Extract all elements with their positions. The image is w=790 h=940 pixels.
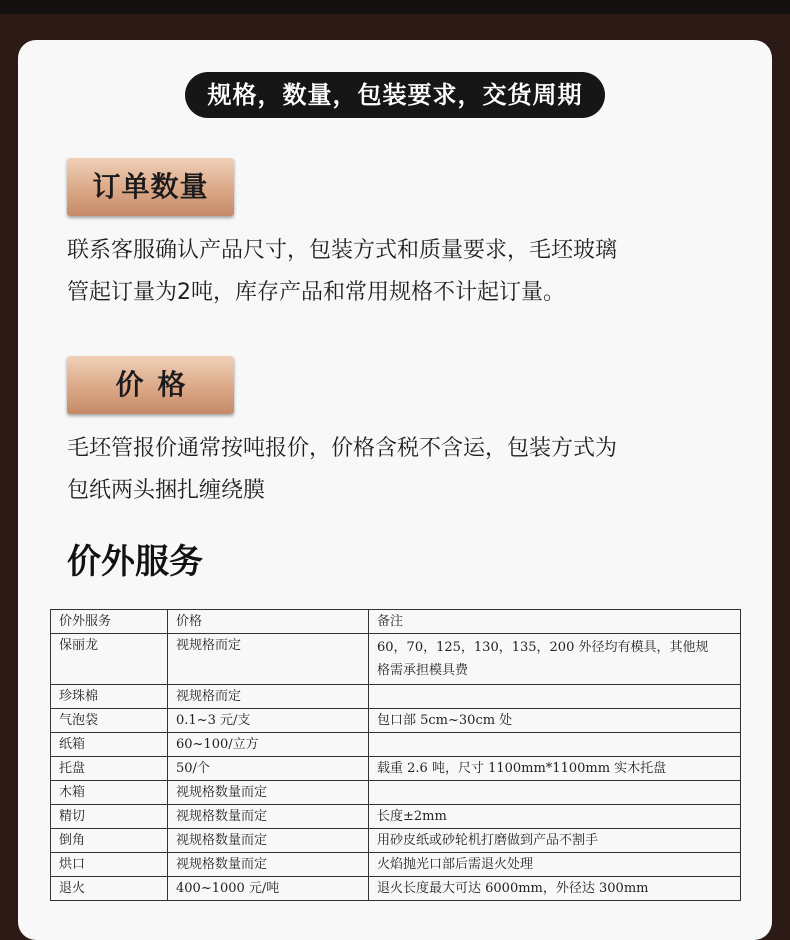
service-note: 火焰抛光口部后需退火处理 (369, 853, 741, 877)
service-note-line-2: 格需承担模具费 (377, 663, 469, 678)
extra-services-title: 价外服务 (67, 542, 203, 582)
table-row (51, 829, 741, 853)
service-item: 烘口 (51, 853, 168, 877)
table-row (51, 781, 741, 805)
service-price: 视规格数量而定 (168, 829, 369, 853)
column-header: 价格 (168, 610, 369, 634)
price-badge: 价格 (67, 356, 234, 414)
service-item: 珍珠棉 (51, 685, 168, 709)
service-price: 60~100/立方 (168, 733, 369, 757)
price-text-line-2: 包纸两头捆扎缠绕膜 (67, 478, 266, 503)
table-row (51, 634, 741, 685)
service-item: 木箱 (51, 781, 168, 805)
table-row (51, 709, 741, 733)
order-quantity-text (67, 230, 727, 314)
top-bar (0, 0, 790, 14)
service-note (369, 733, 741, 757)
table-row (51, 757, 741, 781)
service-note (369, 781, 741, 805)
service-note: 包口部 5cm~30cm 处 (369, 709, 741, 733)
service-item: 气泡袋 (51, 709, 168, 733)
service-item: 纸箱 (51, 733, 168, 757)
service-price: 视规格而定 (168, 634, 369, 685)
service-note-line-1: 60，70，125，130，135，200 外径均有模具，其他规 (377, 640, 709, 655)
service-note (369, 634, 741, 685)
table-row (51, 805, 741, 829)
spec-title-pill: 规格，数量，包装要求，交货周期 (185, 72, 605, 118)
service-price: 视规格数量而定 (168, 781, 369, 805)
service-price: 0.1~3 元/支 (168, 709, 369, 733)
service-note: 载重 2.6 吨，尺寸 1100mm*1100mm 实木托盘 (369, 757, 741, 781)
table-row (51, 733, 741, 757)
table-row (51, 877, 741, 901)
service-item: 保丽龙 (51, 634, 168, 685)
service-item: 托盘 (51, 757, 168, 781)
service-note: 用砂皮纸或砂轮机打磨做到产品不割手 (369, 829, 741, 853)
price-text (67, 428, 727, 512)
service-price: 视规格数量而定 (168, 805, 369, 829)
service-price: 视规格而定 (168, 685, 369, 709)
table-header-row (51, 610, 741, 634)
service-price: 视规格数量而定 (168, 853, 369, 877)
service-note: 长度±2mm (369, 805, 741, 829)
order-text-line-1: 联系客服确认产品尺寸，包装方式和质量要求，毛坯玻璃 (67, 238, 618, 263)
service-note: 退火长度最大可达 6000mm，外径达 300mm (369, 877, 741, 901)
price-text-line-1: 毛坯管报价通常按吨报价，价格含税不含运，包装方式为 (67, 436, 618, 461)
table-row (51, 685, 741, 709)
extra-services-table (50, 609, 741, 901)
service-note (369, 685, 741, 709)
column-header: 价外服务 (51, 610, 168, 634)
order-quantity-badge: 订单数量 (67, 158, 234, 216)
column-header: 备注 (369, 610, 741, 634)
service-price: 400~1000 元/吨 (168, 877, 369, 901)
service-item: 精切 (51, 805, 168, 829)
table-row (51, 853, 741, 877)
order-text-line-2: 管起订量为2吨，库存产品和常用规格不计起订量。 (67, 280, 565, 305)
service-item: 退火 (51, 877, 168, 901)
service-item: 倒角 (51, 829, 168, 853)
service-price: 50/个 (168, 757, 369, 781)
